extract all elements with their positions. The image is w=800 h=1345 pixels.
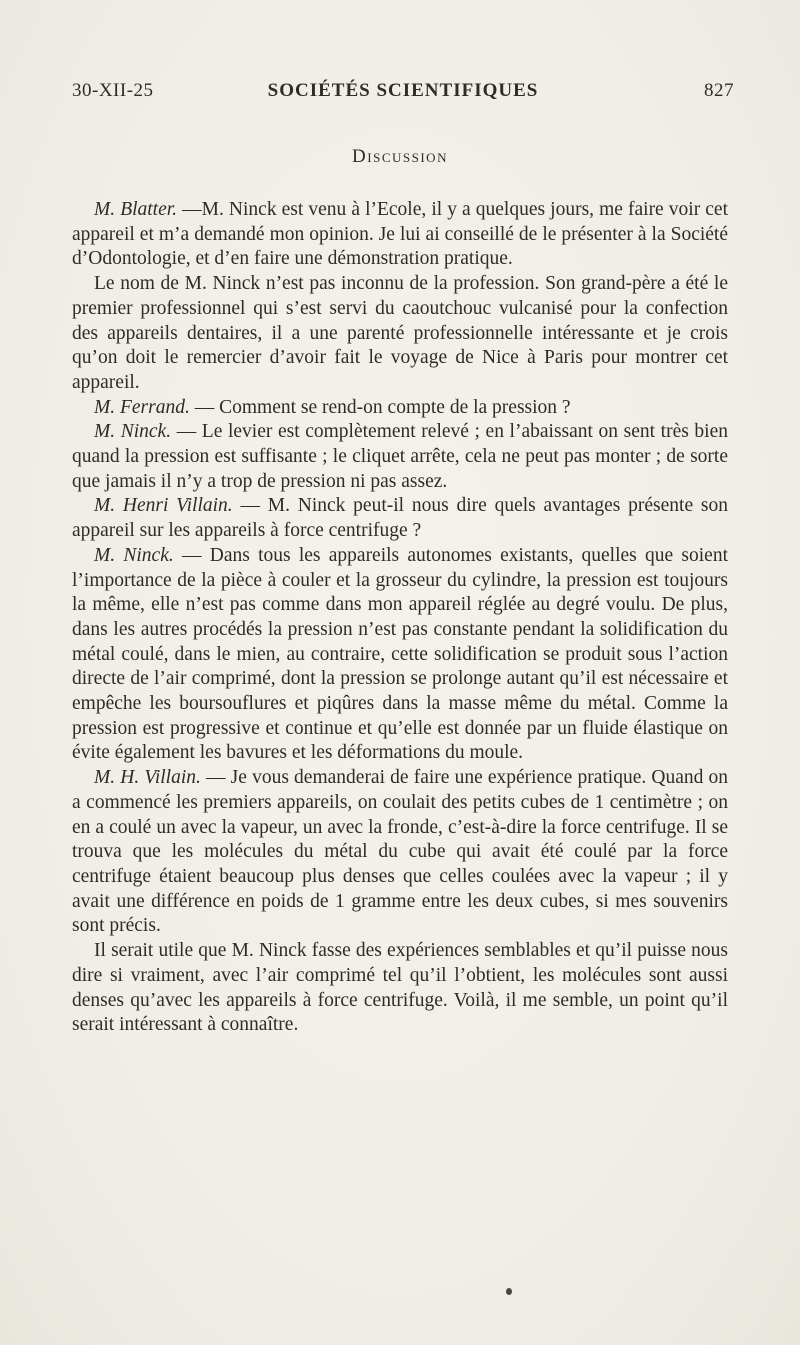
ink-spot — [506, 1288, 512, 1295]
header-running-title: SOCIÉTÉS SCIENTIFIQUES — [267, 80, 539, 101]
paragraph — [72, 272, 728, 396]
paragraph-text: — Dans tous les appareils autonomes existants, quelles que soient l’importance de la pièce à couler et la grosseur du cylindre, la pression est toujours la même, elle n’est pas comme dans mon appareil réglée au degré voulu. De plus, dans les autres procédés la pression n’est pas constante pendant la solidification du métal coulé, dans le mien, au contraire, cette solidification se produit sous l’action directe de l’air comprimé, dont la pression se prolonge autant qu’il est nécessaire et empêche les boursouflures et piqûres dans la masse même du métal. Comme la pression est progressive et continue et qu’elle est donnée par un fluide élastique on évite également les bavures et les déformations du moule. — [72, 544, 728, 764]
header-date: 30-XII-25 — [72, 80, 154, 101]
paragraph — [72, 544, 728, 766]
paragraph — [72, 198, 728, 272]
paragraph-text: — Je vous demanderai de faire une expérience pratique. Quand on a commencé les premiers appareils, on coulait des petits cubes de 1 centimètre ; on en a coulé un avec la vapeur, un avec la fronde, c’est-à-dire la force centrifuge. Il se trouva que les molécules du métal du cube qui avait été coulé par la force centrifuge étaient beaucoup plus denses que celles coulées avec la vapeur ; il y avait une différence en poids de 1 gramme entre les deux cubes, si mes souvenirs sont précis. — [72, 767, 728, 937]
speaker-name: M. Ferrand. — [94, 396, 190, 418]
paragraph-text: —M. Ninck est venu à l’Ecole, il y a quelques jours, me faire voir cet appareil et m’a demandé mon opinion. Je lui ai conseillé de le présenter à la Société d’Odontologie, et d’en faire une démonstration pratique. — [72, 199, 728, 270]
speaker-name: M. Blatter. — [94, 199, 178, 220]
speaker-name: M. Ninck. — [94, 544, 174, 566]
speaker-name: M. Ninck. — [94, 421, 172, 443]
speaker-name: M. H. Villain. — [94, 767, 201, 789]
paragraph-text: — Le levier est complètement relevé ; en l’abaissant on sent très bien quand la pression est suffisante ; le cliquet arrête, cela ne peut pas monter ; de sorte que jamais il n’y a trop de pression ni pas assez. — [72, 421, 728, 492]
page-number: 827 — [704, 80, 734, 101]
paragraph — [72, 420, 728, 494]
running-header — [72, 80, 734, 110]
paragraph-text: Il serait utile que M. Ninck fasse des expériences semblables et qu’il puisse nous dire si vraiment, avec l’air comprimé tel qu’il l’obtient, les molécules sont aussi denses qu’avec les appareils à force centrifuge. Voilà, il me semble, un point qu’il serait intéressant à connaître. — [72, 940, 728, 1036]
discussion-body — [72, 198, 728, 1038]
speaker-name: M. Henri Villain. — [94, 495, 233, 517]
paragraph — [72, 939, 728, 1038]
paragraph — [72, 396, 728, 421]
paragraph — [72, 494, 728, 543]
section-title: Discussion — [352, 146, 448, 167]
paragraph-text: — Comment se rend-on compte de la pression ? — [189, 396, 571, 418]
paragraph — [72, 766, 728, 939]
paragraph-text: Le nom de M. Ninck n’est pas inconnu de la profession. Son grand-père a été le premier professionnel qui s’est servi du caoutchouc vulcanisé pour la confection des appareils dentaires, il a une parenté professionnelle intéressante et je crois qu’on doit le remercier d’avoir fait le voyage de Nice à Paris pour montrer cet appareil. — [72, 273, 728, 393]
paragraph-text: — M. Ninck peut-il nous dire quels avantages présente son appareil sur les appareils à force centrifuge ? — [72, 495, 728, 542]
